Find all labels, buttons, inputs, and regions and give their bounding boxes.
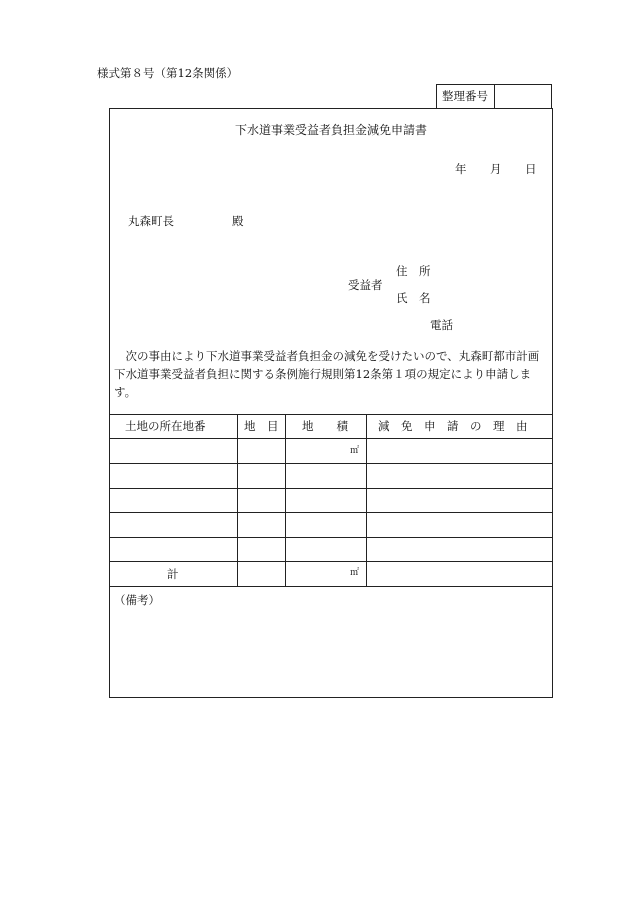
header-location: 土地の所在地番 — [125, 419, 206, 433]
table-row-divider — [109, 537, 553, 538]
area-unit-total-row: ㎡ — [350, 568, 360, 578]
table-row-divider — [109, 512, 553, 513]
table-top-border — [109, 414, 553, 415]
date-year-label: 年 — [455, 162, 467, 176]
header-land-category: 地 目 — [244, 419, 279, 433]
total-label: 計 — [167, 567, 179, 581]
applicant-label: 受益者 — [348, 278, 383, 292]
table-row-divider — [109, 561, 553, 562]
table-column-divider — [237, 414, 238, 586]
name-label: 氏 名 — [396, 291, 431, 305]
reference-number-divider — [494, 84, 495, 108]
addressee-honorific: 殿 — [232, 214, 244, 228]
form-frame — [109, 108, 553, 698]
statement-line-1: 次の事由により下水道事業受益者負担金の減免を受けたいので、丸森町都市計画 — [125, 349, 540, 363]
table-column-divider — [366, 414, 367, 586]
date-month-label: 月 — [490, 162, 502, 176]
table-column-divider — [285, 414, 286, 586]
remarks-label: （備考） — [114, 593, 160, 607]
address-label: 住 所 — [396, 264, 431, 278]
form-title: 下水道事業受益者負担金減免申請書 — [234, 123, 427, 137]
addressee-name: 丸森町長 — [128, 214, 174, 228]
table-row-divider — [109, 488, 553, 489]
table-header-bottom-border — [109, 438, 553, 439]
reference-number-label: 整理番号 — [442, 89, 488, 103]
table-row-divider — [109, 463, 553, 464]
header-area: 地 積 — [302, 419, 348, 433]
form-label: 様式第８号（第12条関係） — [97, 66, 239, 80]
date-day-label: 日 — [525, 162, 537, 176]
request-statement — [114, 347, 552, 401]
phone-label: 電話 — [430, 318, 453, 332]
area-unit-first-row: ㎡ — [350, 446, 360, 456]
statement-line-2: 下水道事業受益者負担に関する条例施行規則第12条第１項の規定により申請しま — [114, 367, 532, 381]
statement-line-3: す。 — [114, 385, 137, 399]
table-bottom-border — [109, 586, 553, 587]
header-reason: 減 免 申 請 の 理 由 — [378, 419, 528, 433]
